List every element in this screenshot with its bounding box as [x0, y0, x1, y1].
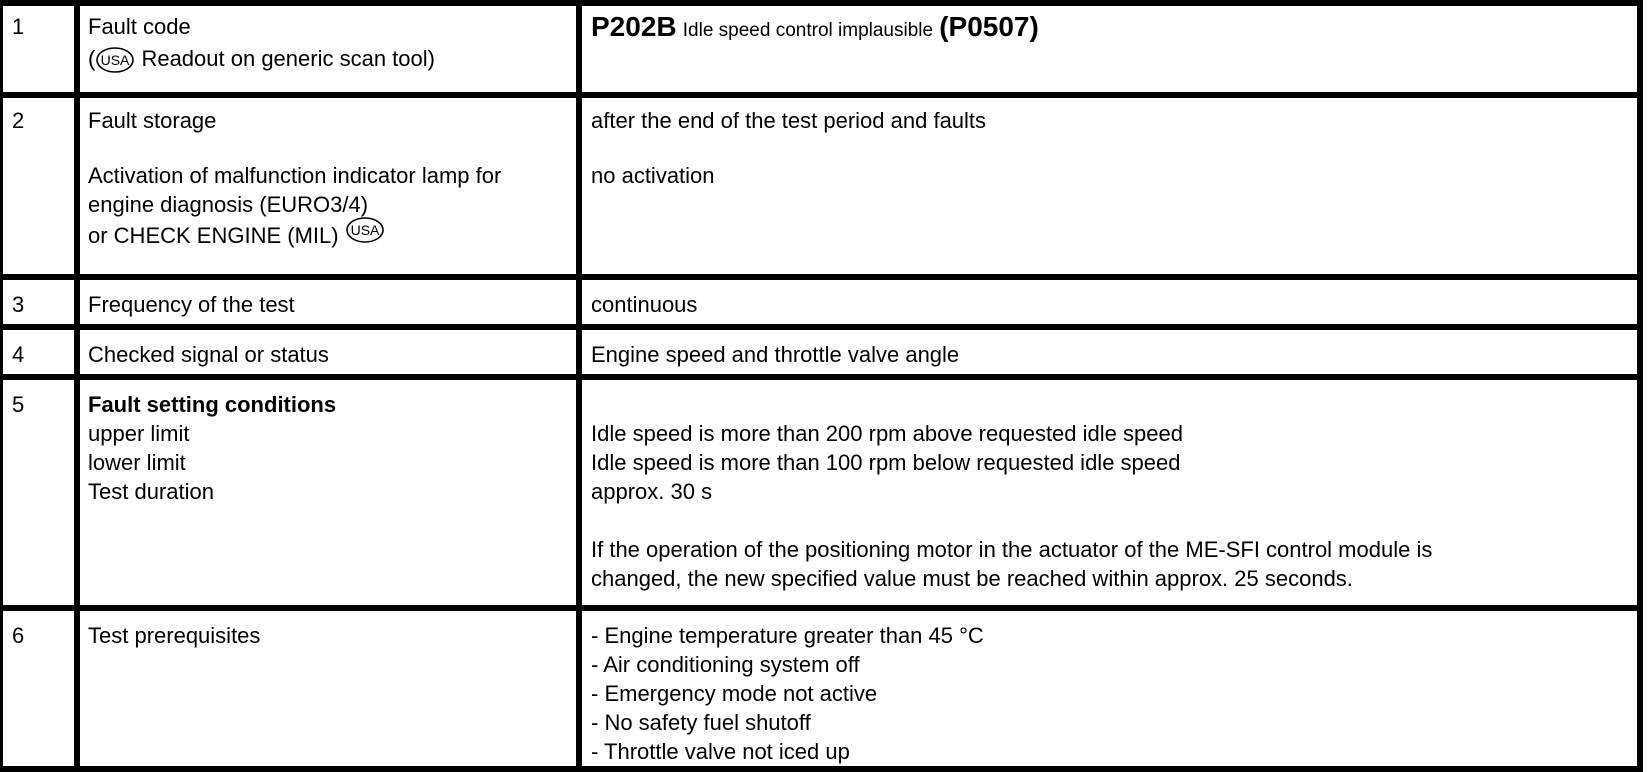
row-value	[591, 12, 1039, 45]
row-divider	[0, 274, 1643, 280]
row-value: Engine speed and throttle valve angle	[591, 342, 960, 367]
row-divider	[0, 605, 1643, 611]
label-line: Fault storage	[88, 108, 217, 133]
label-text: or CHECK ENGINE (MIL)	[88, 223, 339, 248]
row-number: 4	[12, 342, 25, 367]
row-number: 1	[12, 14, 25, 39]
value-line: - Engine temperature greater than 45 °C	[591, 623, 984, 648]
row-value	[591, 106, 986, 190]
row-label: Frequency of the test	[88, 292, 295, 317]
label-line	[88, 44, 435, 74]
row-divider	[0, 92, 1643, 98]
row-number: 6	[12, 623, 25, 648]
row-label	[88, 106, 501, 250]
label-prefix: (	[88, 46, 96, 71]
value-line: changed, the new specified value must be reached within approx. 25 seconds.	[591, 566, 1353, 591]
row-label	[88, 390, 336, 506]
row-value	[591, 419, 1432, 593]
table-border-right	[1637, 0, 1643, 772]
row-value: continuous	[591, 292, 698, 317]
column-divider	[74, 0, 80, 772]
usa-badge-text: USA	[350, 222, 380, 239]
row-value	[591, 621, 984, 766]
row-number: 5	[12, 392, 25, 417]
usa-badge-icon	[95, 46, 135, 74]
table-border-top	[0, 0, 1643, 6]
value-line: after the end of the test period and faults	[591, 108, 987, 133]
value-line: - Emergency mode not active	[591, 681, 878, 706]
value-line: Idle speed is more than 100 rpm below requested idle speed	[591, 450, 1181, 475]
table-border-bottom	[0, 766, 1643, 772]
label-text: Readout on generic scan tool)	[141, 46, 435, 71]
value-line: - Air conditioning system off	[591, 652, 860, 677]
row-number: 3	[12, 292, 25, 317]
value-line: - No safety fuel shutoff	[591, 710, 811, 735]
label-line: Activation of malfunction indicator lamp for	[88, 163, 502, 188]
table-border-left	[0, 0, 3, 772]
row-label: Test prerequisites	[88, 623, 261, 648]
generic-fault-code: (P0507)	[939, 11, 1039, 42]
label-line: engine diagnosis (EURO3/4)	[88, 192, 369, 217]
fault-description: Idle speed control implausible	[682, 20, 934, 41]
column-divider	[576, 0, 582, 772]
row-label: Checked signal or status	[88, 342, 329, 367]
label-heading: Fault setting conditions	[88, 392, 337, 417]
label-line: Fault code	[88, 14, 191, 39]
label-line	[88, 221, 501, 250]
fault-code: P202B	[591, 11, 677, 42]
row-divider	[0, 324, 1643, 330]
row-label	[88, 12, 435, 74]
row-divider	[0, 374, 1643, 380]
label-line: Test duration	[88, 479, 214, 504]
usa-badge-text: USA	[100, 52, 130, 69]
value-line: - Throttle valve not iced up	[591, 739, 850, 764]
label-line: upper limit	[88, 421, 190, 446]
value-line: approx. 30 s	[591, 479, 713, 504]
value-line: Idle speed is more than 200 rpm above requested idle speed	[591, 421, 1183, 446]
row-number: 2	[12, 108, 25, 133]
label-line: lower limit	[88, 450, 186, 475]
value-line: no activation	[591, 163, 715, 188]
value-line: If the operation of the positioning motor in the actuator of the ME-SFI control module is	[591, 537, 1433, 562]
usa-badge-icon	[345, 216, 385, 244]
